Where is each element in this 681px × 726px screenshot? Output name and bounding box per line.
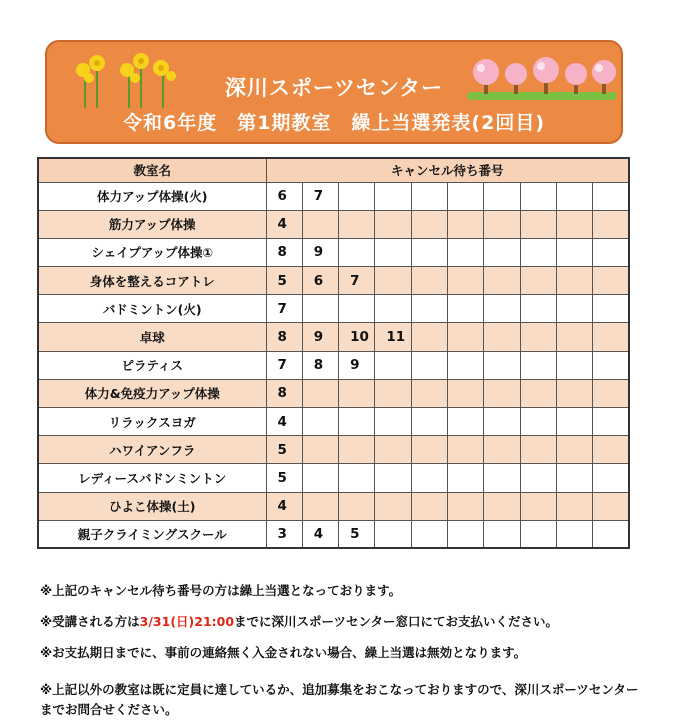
class-name: 体力&免疫力アップ体操 [38, 379, 266, 407]
waitlist-number-cell: 3 [266, 520, 302, 548]
waitlist-number-cell [520, 351, 556, 379]
table-row [38, 210, 629, 238]
payment-deadline-date: 3/31(日)21:00 [139, 614, 235, 629]
waitlist-number-cell [411, 492, 447, 520]
waitlist-number-cell [411, 379, 447, 407]
waitlist-number-cell [411, 182, 447, 210]
waitlist-number-cell [447, 267, 483, 295]
waitlist-number-cell [339, 492, 375, 520]
waitlist-number-cell [593, 238, 629, 266]
waitlist-number-cell [593, 210, 629, 238]
waitlist-table [37, 157, 630, 549]
note-invalidation: ※お支払期日までに、事前の連絡無く入金されない場合、繰上当選は無効となります。 [40, 645, 527, 660]
waitlist-number-cell [411, 408, 447, 436]
class-name: 卓球 [38, 323, 266, 351]
waitlist-number-cell [556, 492, 592, 520]
waitlist-number-cell [302, 379, 338, 407]
waitlist-number-cell [339, 408, 375, 436]
waitlist-number-cell [593, 182, 629, 210]
table-row [38, 323, 629, 351]
waitlist-number-cell: 7 [266, 351, 302, 379]
waitlist-number-cell [375, 295, 411, 323]
waitlist-number-cell [411, 267, 447, 295]
waitlist-number-cell: 4 [266, 492, 302, 520]
table-row [38, 492, 629, 520]
waitlist-number-cell [556, 295, 592, 323]
banner-subtitle: 令和6年度 第1期教室 繰上当選発表(2回目) [122, 112, 546, 134]
waitlist-number-cell [339, 210, 375, 238]
waitlist-number-cell: 5 [266, 436, 302, 464]
waitlist-number-cell [339, 238, 375, 266]
waitlist-number-cell [593, 267, 629, 295]
waitlist-number-cell [593, 464, 629, 492]
class-name: 体力アップ体操(火) [38, 182, 266, 210]
waitlist-number-cell: 4 [302, 520, 338, 548]
waitlist-number-cell [339, 379, 375, 407]
waitlist-number-cell [447, 379, 483, 407]
waitlist-number-cell: 4 [266, 210, 302, 238]
waitlist-number-cell [447, 182, 483, 210]
waitlist-number-cell [375, 492, 411, 520]
waitlist-number-cell: 11 [375, 323, 411, 351]
header-banner [45, 40, 623, 144]
waitlist-number-cell [484, 436, 520, 464]
class-name: ピラティス [38, 351, 266, 379]
waitlist-number-cell [411, 351, 447, 379]
waitlist-number-cell [556, 436, 592, 464]
table-row [38, 520, 629, 548]
waitlist-number-cell [375, 182, 411, 210]
waitlist-number-cell [411, 520, 447, 548]
note-promoted: ※上記のキャンセル待ち番号の方は繰上当選となっております。 [40, 583, 402, 598]
waitlist-number-cell [375, 379, 411, 407]
waitlist-number-cell [484, 351, 520, 379]
table-row [38, 182, 629, 210]
waitlist-number-cell [484, 520, 520, 548]
class-name: シェイプアップ体操① [38, 238, 266, 266]
table-row [38, 436, 629, 464]
waitlist-number-cell [447, 408, 483, 436]
column-header-class: 教室名 [38, 158, 266, 182]
waitlist-number-cell [339, 436, 375, 464]
waitlist-number-cell: 9 [302, 238, 338, 266]
class-name: レディースバドンミントン [38, 464, 266, 492]
waitlist-number-cell: 6 [302, 267, 338, 295]
waitlist-number-cell: 4 [266, 408, 302, 436]
waitlist-number-cell [447, 295, 483, 323]
table-row [38, 464, 629, 492]
waitlist-number-cell: 9 [302, 323, 338, 351]
waitlist-number-cell [556, 408, 592, 436]
waitlist-number-cell: 10 [339, 323, 375, 351]
waitlist-number-cell [447, 492, 483, 520]
class-name: 親子クライミングスクール [38, 520, 266, 548]
table-header-row [38, 158, 629, 182]
waitlist-number-cell [593, 351, 629, 379]
waitlist-number-cell [375, 267, 411, 295]
class-name: バドミントン(火) [38, 295, 266, 323]
waitlist-number-cell: 8 [266, 379, 302, 407]
waitlist-number-cell [302, 295, 338, 323]
waitlist-number-cell [375, 238, 411, 266]
class-name: 筋力アップ体操 [38, 210, 266, 238]
class-name: ひよこ体操(土) [38, 492, 266, 520]
waitlist-number-cell [302, 436, 338, 464]
waitlist-number-cell [411, 210, 447, 238]
note-payment-deadline [40, 612, 558, 630]
waitlist-number-cell [520, 210, 556, 238]
waitlist-number-cell [556, 267, 592, 295]
waitlist-number-cell [302, 408, 338, 436]
class-name: 身体を整えるコアトレ [38, 267, 266, 295]
waitlist-number-cell [484, 267, 520, 295]
table-row [38, 295, 629, 323]
waitlist-number-cell [484, 210, 520, 238]
waitlist-number-cell [339, 464, 375, 492]
waitlist-number-cell [339, 295, 375, 323]
note-payment-prefix: ※受講される方は [40, 614, 140, 629]
waitlist-number-cell [593, 295, 629, 323]
waitlist-number-cell [447, 351, 483, 379]
waitlist-number-cell [302, 492, 338, 520]
waitlist-number-cell [556, 323, 592, 351]
class-name: ハワイアンフラ [38, 436, 266, 464]
waitlist-number-cell [556, 351, 592, 379]
note-payment-suffix: までに深川スポーツセンター窓口にてお支払いください。 [234, 614, 559, 629]
waitlist-number-cell [593, 408, 629, 436]
banner-title: 深川スポーツセンター [224, 76, 444, 100]
waitlist-number-cell: 6 [266, 182, 302, 210]
waitlist-number-cell [520, 520, 556, 548]
table-row [38, 351, 629, 379]
waitlist-number-cell [593, 436, 629, 464]
waitlist-number-cell [484, 238, 520, 266]
waitlist-number-cell: 8 [266, 238, 302, 266]
waitlist-number-cell [556, 210, 592, 238]
waitlist-number-cell [520, 436, 556, 464]
waitlist-number-cell [593, 492, 629, 520]
waitlist-number-cell [484, 492, 520, 520]
waitlist-number-cell [411, 436, 447, 464]
waitlist-number-cell [447, 323, 483, 351]
waitlist-number-cell [302, 210, 338, 238]
waitlist-number-cell [520, 464, 556, 492]
waitlist-number-cell: 7 [302, 182, 338, 210]
waitlist-number-cell: 8 [266, 323, 302, 351]
waitlist-number-cell [556, 182, 592, 210]
waitlist-number-cell [484, 379, 520, 407]
table-row [38, 379, 629, 407]
waitlist-number-cell [411, 464, 447, 492]
waitlist-number-cell [593, 520, 629, 548]
table-row [38, 238, 629, 266]
note-other-classes: ※上記以外の教室は既に定員に達しているか、追加募集をおこなっておりますので、深川スポーツセンターまでお問合せください。 [40, 682, 639, 717]
waitlist-number-cell [556, 464, 592, 492]
waitlist-number-cell: 9 [339, 351, 375, 379]
waitlist-number-cell [593, 379, 629, 407]
waitlist-number-cell [520, 323, 556, 351]
waitlist-number-cell [447, 436, 483, 464]
waitlist-number-cell [339, 182, 375, 210]
waitlist-number-cell [375, 210, 411, 238]
waitlist-number-cell: 8 [302, 351, 338, 379]
waitlist-number-cell [375, 408, 411, 436]
class-name: リラックスヨガ [38, 408, 266, 436]
waitlist-number-cell [447, 210, 483, 238]
table-row [38, 408, 629, 436]
waitlist-number-cell [484, 295, 520, 323]
waitlist-number-cell [556, 238, 592, 266]
waitlist-number-cell [447, 464, 483, 492]
waitlist-number-cell [302, 464, 338, 492]
waitlist-number-cell: 5 [266, 464, 302, 492]
waitlist-number-cell [484, 408, 520, 436]
waitlist-number-cell: 5 [266, 267, 302, 295]
waitlist-number-cell [520, 379, 556, 407]
table-row [38, 267, 629, 295]
waitlist-number-cell [411, 323, 447, 351]
waitlist-number-cell [593, 323, 629, 351]
waitlist-number-cell [520, 295, 556, 323]
waitlist-number-cell [556, 379, 592, 407]
column-header-numbers: キャンセル待ち番号 [266, 158, 629, 182]
waitlist-number-cell [411, 295, 447, 323]
waitlist-number-cell [375, 351, 411, 379]
waitlist-number-cell [520, 238, 556, 266]
waitlist-number-cell: 5 [339, 520, 375, 548]
waitlist-number-cell [484, 182, 520, 210]
waitlist-number-cell [556, 520, 592, 548]
waitlist-number-cell [520, 492, 556, 520]
waitlist-number-cell: 7 [339, 267, 375, 295]
waitlist-number-cell [447, 520, 483, 548]
waitlist-number-cell: 7 [266, 295, 302, 323]
waitlist-number-cell [375, 464, 411, 492]
waitlist-number-cell [375, 436, 411, 464]
waitlist-number-cell [484, 323, 520, 351]
waitlist-number-cell [520, 267, 556, 295]
waitlist-number-cell [484, 464, 520, 492]
waitlist-number-cell [375, 520, 411, 548]
waitlist-number-cell [520, 182, 556, 210]
waitlist-number-cell [411, 238, 447, 266]
waitlist-number-cell [447, 238, 483, 266]
waitlist-number-cell [520, 408, 556, 436]
